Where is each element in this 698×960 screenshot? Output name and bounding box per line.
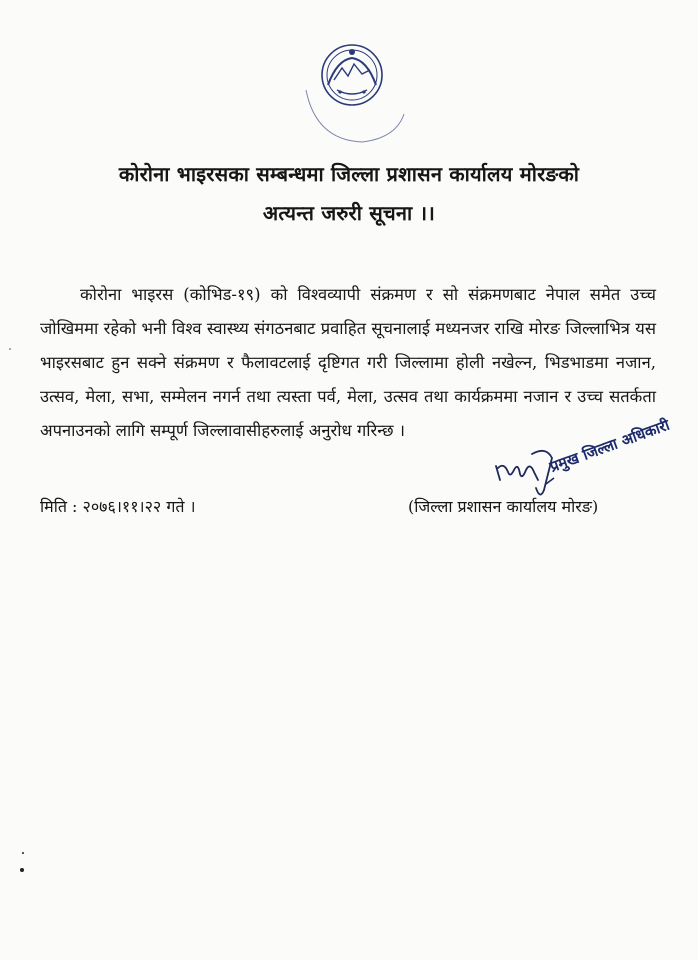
scan-speck <box>20 868 24 872</box>
government-emblem-seal <box>292 30 412 150</box>
scan-speck <box>22 852 24 854</box>
official-stamp: प्रमुख जिल्ला अधिकारी <box>547 415 672 476</box>
issuing-office: (जिल्ला प्रशासन कार्यालय मोरङ) <box>408 497 599 516</box>
notice-body-paragraph: कोरोना भाइरस (कोभिड-१९) को विश्वव्यापी संक्रमण र सो संक्रमणबाट नेपाल समेत उच्च जोखिममा रहेको भनी विश्व स्वास्थ्य संगठनबाट प्रवाहित सूचनालाई मध्यनजर राखि मोरङ जिल्लाभित्र यस भाइरसबाट हुन सक्ने संक्रमण र फैलावटलाई दृष्टिगत गरी जिल्लामा होली नखेल्न, भिडभाडमा नजान, उत्सव, मेला, सभा, सम्मेलन नगर्न तथा त्यस्ता पर्व, मेला, उत्सव तथा कार्यक्रममा नजान र उच्च सतर्कता अपनाउनको लागि सम्पूर्ण जिल्लावासीहरुलाई अनुरोध गरिन्छ । <box>40 285 656 440</box>
notice-date: मिति : २०७६।११।२२ गते । <box>40 497 196 516</box>
notice-title-line2: अत्यन्त जरुरी सूचना ।। <box>262 201 436 225</box>
notice-body <box>40 278 656 448</box>
scan-speck <box>9 348 11 350</box>
notice-title-line1: कोरोना भाइरसका सम्बन्धमा जिल्ला प्रशासन कार्यालय मोरङको <box>118 162 580 186</box>
